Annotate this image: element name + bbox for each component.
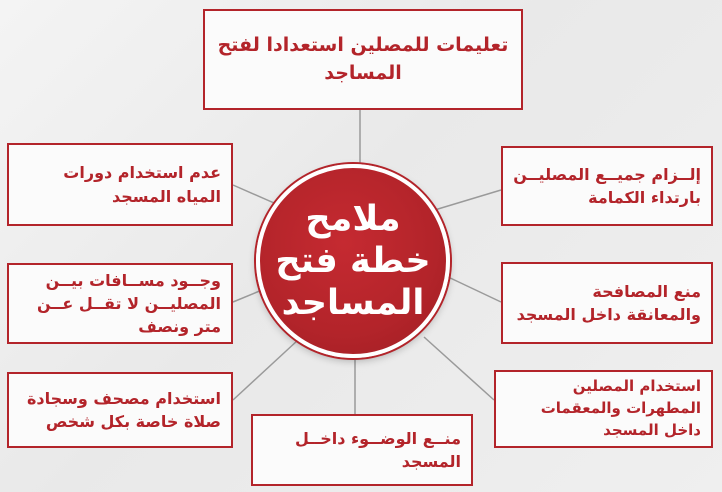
box-no-ablution [251,414,473,486]
box-distancing [7,263,233,344]
connector-right-2 [446,276,501,302]
box-top-instructions [203,9,523,110]
box-left-2-text: وجــود مســافات بيــن المصليــن لا تقــل عــن متر ونصف [36,270,221,337]
box-bottom-text: منــع الوضــوء داخــل المسجد [294,428,461,471]
box-right-2-text: منع المصافحة والمعانقة داخل المسجد [516,281,701,324]
box-no-handshake [501,262,713,344]
box-no-restrooms [7,143,233,226]
connector-left-3 [233,340,298,400]
connector-left-2 [233,290,262,302]
box-left-1-text: عدم استخدام دورات المياه المسجد [63,163,221,206]
center-title: ملامح خطة فتح المساجد [275,199,431,323]
connector-right-1 [428,190,501,212]
box-left-3-text: استخدام مصحف وسجادة صلاة خاصة بكل شخص [26,388,221,431]
center-circle [256,164,450,358]
box-right-3-text: استخدام المصلين المطهرات والمعقمات داخل المسجد [540,377,701,439]
box-sanitizers [494,370,713,448]
box-personal-prayer-items [7,372,233,448]
box-top-text: تعليمات للمصلين استعدادا لفتح المساجد [217,33,509,84]
box-right-1-text: إلــزام جميــع المصليــن بارتداء الكمامة [513,164,701,207]
box-mask-requirement [501,146,713,226]
connector-right-3 [424,337,494,400]
